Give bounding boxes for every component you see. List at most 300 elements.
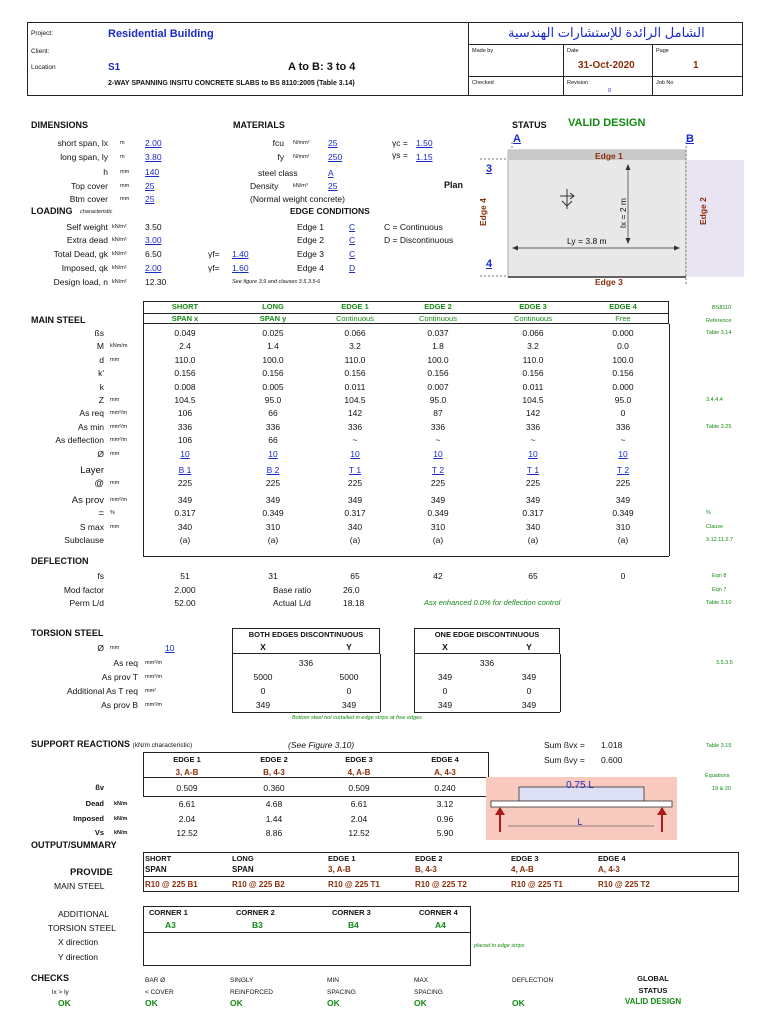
steel-row-unit: mm²/m: [110, 497, 128, 503]
dimension-label: Top cover: [71, 181, 108, 191]
date-value: 31-Oct-2020: [578, 60, 635, 71]
load-unit: kN/m²: [112, 279, 127, 285]
ref-head-top: BS8110: [712, 305, 732, 311]
rule-line: [232, 654, 233, 712]
torsion-cell: 349: [255, 700, 271, 710]
torsion-steel-output-label: TORSION STEEL: [48, 923, 116, 933]
additional-label: ADDITIONAL: [58, 909, 110, 919]
support-cell: 3.12: [436, 799, 454, 809]
steel-cell: 95.0: [264, 395, 282, 405]
provide-label: PROVIDE: [70, 867, 113, 878]
fs-value: 65: [528, 571, 538, 581]
column-head-top: EDGE 3: [519, 302, 547, 311]
torsion-axis-head: Y: [526, 642, 532, 652]
date-label: Date: [567, 48, 579, 54]
torsion-cell: 349: [341, 700, 357, 710]
steel-cell: 104.5: [174, 395, 196, 405]
rule-line: [414, 712, 560, 713]
torsion-axis-head: X: [260, 642, 266, 652]
beam-span-label: L: [577, 817, 583, 827]
steel-row-label: Subclause: [64, 535, 104, 545]
steel-cell: 100.0: [427, 355, 449, 365]
slab-area: [508, 150, 686, 277]
steel-cell-input[interactable]: T 2: [431, 465, 445, 475]
steel-cell-input[interactable]: 10: [433, 449, 443, 459]
torsion-cell: 0: [442, 686, 448, 696]
torsion-cell: 349: [437, 672, 453, 682]
steel-cell: 340: [525, 522, 541, 532]
rule-line: [669, 324, 670, 556]
steel-cell-input[interactable]: T 1: [348, 465, 362, 475]
dimensions-heading: DIMENSIONS: [31, 120, 89, 130]
gamma-f-imposed-input[interactable]: 1.60: [232, 263, 249, 273]
support-cell: 5.90: [436, 828, 454, 838]
torsion-row-unit: mm²: [145, 688, 156, 694]
torsion-both-heading: BOTH EDGES DISCONTINUOUS: [248, 630, 364, 639]
column-head-top: EDGE 1: [341, 302, 369, 311]
load-label: Imposed, qk: [61, 263, 108, 273]
torsion-axis-head: Y: [346, 642, 352, 652]
output-col-location: SPAN: [232, 865, 254, 874]
y-direction-label: Y direction: [58, 952, 99, 962]
beam-load-label: 0.75 L: [566, 780, 594, 791]
support-row-unit: kN/m: [114, 830, 128, 836]
support-row-unit: kN/m: [114, 816, 128, 822]
rule-line: [560, 654, 561, 712]
steel-cell: (a): [349, 535, 361, 545]
rule-line: [143, 324, 144, 556]
steel-cell: 0.008: [174, 382, 196, 392]
steel-cell: 349: [347, 495, 363, 505]
load-value: 12.30: [145, 277, 167, 287]
steel-cell: 0.349: [262, 508, 284, 518]
steel-cell: (a): [179, 535, 191, 545]
edge-condition-select[interactable]: C: [349, 235, 356, 245]
torsion-heading: TORSION STEEL: [31, 628, 104, 638]
project-label: Project:: [31, 30, 54, 37]
actual-ld-label: Actual L/d: [273, 598, 311, 608]
steel-cell: ~: [352, 435, 358, 445]
steel-cell-input[interactable]: 10: [180, 449, 190, 459]
steel-cell: 3.2: [527, 341, 539, 351]
steel-cell: (a): [617, 535, 629, 545]
rule-line: [143, 556, 669, 557]
support-cell: 0.509: [348, 783, 370, 793]
steel-cell: 0.349: [612, 508, 634, 518]
gamma-c-label: γc =: [392, 138, 408, 148]
steel-row-ref: %: [706, 510, 711, 516]
gamma-s-label: γs =: [392, 150, 408, 160]
steel-cell-input[interactable]: T 2: [616, 465, 630, 475]
output-col-head: EDGE 4: [598, 854, 626, 863]
steel-cell-input[interactable]: 10: [350, 449, 360, 459]
output-col-head: EDGE 2: [415, 854, 443, 863]
column-head-bottom: Free: [615, 314, 631, 323]
check-label-top: MIN: [327, 977, 339, 984]
torsion-req-one: 336: [479, 658, 495, 668]
support-cell: 2.04: [178, 814, 196, 824]
dimension-label: long span, ly: [60, 152, 108, 162]
torsion-row-label: Additional As T req: [66, 686, 138, 696]
steel-class-input[interactable]: A: [328, 168, 334, 178]
torsion-dia-input[interactable]: 10: [165, 643, 175, 653]
steel-row-label: k': [98, 368, 104, 378]
gamma-s-input[interactable]: 1.15: [416, 152, 433, 162]
edge-4-strip: [686, 160, 744, 277]
global-label-mid: STATUS: [638, 986, 668, 995]
support-col-location: A, 4-3: [434, 768, 456, 777]
steel-row-unit: mm: [110, 451, 120, 457]
support-cell: 12.52: [348, 828, 370, 838]
output-col-location: A, 4-3: [598, 865, 620, 874]
torsion-cell: 5000: [253, 672, 273, 682]
global-status-value: VALID DESIGN: [624, 997, 682, 1006]
plan-3-label: 3: [486, 163, 493, 175]
load-unit: kN/m²: [112, 265, 127, 271]
edge-strip-note: placed in edge strips: [474, 943, 525, 949]
dimension-input[interactable]: 25: [145, 194, 155, 204]
steel-row-ref: 3.4.4.4: [706, 397, 723, 403]
steel-cell: 0.000: [612, 382, 634, 392]
rule-line: [232, 712, 380, 713]
ly-dimension-label: Ly = 3.8 m: [567, 236, 607, 246]
checked-label: Checked: [472, 80, 494, 86]
fy-input[interactable]: 250: [328, 152, 343, 162]
steel-cell: 0.066: [522, 328, 544, 338]
torsion-row-label: As prov B: [101, 700, 138, 710]
plan-4-label: 4: [486, 258, 493, 270]
output-col-location: 3, A-B: [328, 865, 351, 874]
steel-cell: 310: [615, 522, 631, 532]
fs-value: 31: [268, 571, 278, 581]
torsion-cell: 0: [346, 686, 352, 696]
steel-row-label: As min: [78, 422, 104, 432]
steel-cell: 66: [268, 408, 278, 418]
plan-b-label: B: [686, 133, 694, 145]
support-col-location: 3, A-B: [175, 768, 199, 777]
dimension-label: short span, lx: [57, 138, 108, 148]
steel-class-label: steel class: [258, 168, 298, 178]
job-no-label: Job No: [656, 80, 674, 86]
fs-ref: Eqn 8: [712, 573, 727, 579]
edge-condition-select[interactable]: C: [349, 249, 356, 259]
column-head-bottom: SPAN x: [171, 314, 199, 323]
column-head-top: EDGE 2: [424, 302, 452, 311]
torsion-row-unit: mm²/m: [145, 702, 163, 708]
steel-row-label: M: [96, 341, 104, 351]
corner-label: CORNER 4: [419, 908, 458, 917]
perm-ld-value: 52.00: [174, 598, 196, 608]
steel-cell: 225: [430, 478, 446, 488]
steel-cell: 142: [347, 408, 363, 418]
steel-cell: (a): [527, 535, 539, 545]
support-eqn-ref-top: Equations: [705, 773, 730, 779]
sum-bvy-label: Sum ßvy =: [544, 755, 585, 765]
project-value: Residential Building: [108, 28, 214, 40]
made-by-label: Made by: [472, 48, 494, 54]
steel-row-unit: %: [110, 510, 115, 516]
steel-cell: 225: [347, 478, 363, 488]
steel-row-ref: Clause: [706, 524, 724, 530]
perm-ld-label: Perm L/d: [69, 598, 104, 608]
dimension-unit: mm: [120, 169, 130, 175]
gamma-c-input[interactable]: 1.50: [416, 138, 433, 148]
support-row-label: Dead: [85, 799, 104, 808]
steel-cell: 340: [177, 522, 193, 532]
fs-value: 0: [620, 571, 626, 581]
steel-row-label: Layer: [80, 465, 104, 476]
materials-heading: MATERIALS: [233, 120, 285, 130]
column-head-bottom: Continuous: [419, 314, 457, 323]
output-rebar-callout: R10 @ 225 T2: [598, 880, 650, 889]
steel-row-unit: mm²/m: [110, 410, 128, 416]
global-label-top: GLOBAL: [637, 974, 669, 983]
steel-row-label: S max: [79, 522, 104, 532]
steel-cell: 349: [265, 495, 281, 505]
output-col-head: EDGE 1: [328, 854, 356, 863]
actual-ld-value: 18.18: [343, 598, 365, 608]
check-label-top: lx > ly: [52, 989, 69, 996]
steel-cell: 225: [615, 478, 631, 488]
column-head-top: EDGE 4: [609, 302, 637, 311]
torsion-row-unit: mm²/m: [145, 660, 163, 666]
edge-condition-label: Edge 2: [297, 235, 324, 245]
steel-cell: 349: [615, 495, 631, 505]
steel-cell: 2.4: [179, 341, 191, 351]
density-unit: kN/m³: [293, 183, 308, 189]
load-value: 6.50: [145, 249, 162, 259]
perm-ld-ref: Table 3.10: [706, 600, 732, 606]
column-head-top: SHORT: [171, 302, 199, 311]
steel-cell: 0.025: [262, 328, 284, 338]
check-label-bottom: REINFORCED: [230, 989, 273, 996]
load-unit: kN/m²: [112, 237, 127, 243]
load-label: Self weight: [66, 222, 108, 232]
steel-cell-input[interactable]: B 1: [178, 465, 192, 475]
steel-row-label: Ø: [97, 449, 104, 459]
support-figure-note: (See Figure 3.10): [288, 740, 355, 750]
steel-cell: 110.0: [522, 355, 544, 365]
steel-cell: 142: [525, 408, 541, 418]
checks-heading: CHECKS: [31, 973, 70, 983]
steel-cell: 110.0: [174, 355, 196, 365]
fy-unit: N/mm²: [293, 154, 310, 160]
support-col-head: EDGE 4: [431, 755, 459, 764]
steel-cell: 336: [430, 422, 446, 432]
support-cell: 4.68: [265, 799, 283, 809]
steel-row-label: Z: [98, 395, 104, 405]
steel-cell: 310: [430, 522, 446, 532]
steel-cell: 0.049: [174, 328, 196, 338]
loading-heading: LOADING: [31, 206, 73, 216]
steel-cell: 87: [433, 408, 443, 418]
torsion-req-ref: 3.5.3.5: [716, 660, 733, 666]
torsion-row-label: As prov T: [101, 672, 138, 682]
edge-condition-select[interactable]: C: [349, 222, 356, 232]
gamma-f-dead-label: γf=: [208, 249, 220, 259]
support-col-location: 4, A-B: [347, 768, 371, 777]
output-col-location: 4, A-B: [511, 865, 534, 874]
steel-cell: 0.156: [262, 368, 284, 378]
support-cell: 1.44: [265, 814, 283, 824]
edge-condition-label: Edge 4: [297, 263, 324, 273]
steel-cell-input[interactable]: T 1: [526, 465, 540, 475]
steel-row-label: d: [99, 355, 104, 365]
steel-cell: 0.156: [344, 368, 366, 378]
client-label: Client:: [31, 48, 50, 55]
edge-1-label: Edge 1: [595, 151, 623, 161]
steel-cell-input[interactable]: 10: [618, 449, 628, 459]
edge-2-label: Edge 2: [698, 197, 708, 225]
check-label-top: SINGLY: [230, 977, 254, 984]
check-result: OK: [512, 998, 525, 1008]
load-label: Extra dead: [66, 235, 108, 245]
fcu-unit: N/mm²: [293, 140, 310, 146]
steel-cell: 100.0: [612, 355, 634, 365]
dimension-input[interactable]: 140: [145, 167, 160, 177]
support-cell: 6.61: [178, 799, 196, 809]
steel-row-unit: mm: [110, 480, 120, 486]
load-input[interactable]: 3.00: [145, 235, 162, 245]
location-value: S1: [108, 62, 121, 73]
steel-row-label: ßs: [94, 328, 104, 338]
torsion-cell: 5000: [339, 672, 359, 682]
steel-row-label: @: [94, 478, 104, 489]
steel-cell: 3.2: [349, 341, 361, 351]
steel-cell-input[interactable]: B 2: [266, 465, 280, 475]
span-reference: A to B: 3 to 4: [288, 61, 356, 73]
check-label-top: DEFLECTION: [512, 977, 554, 984]
beam-slab: [491, 801, 672, 807]
fs-value: 65: [350, 571, 360, 581]
steel-cell: ~: [435, 435, 441, 445]
steel-row-unit: mm²/m: [110, 437, 128, 443]
steel-cell: 1.4: [267, 341, 279, 351]
steel-cell: 0.037: [427, 328, 449, 338]
corner-value: B3: [252, 920, 263, 930]
torsion-one-heading: ONE EDGE DISCONTINUOUS: [434, 630, 540, 639]
output-rebar-callout: R10 @ 225 T1: [511, 880, 563, 889]
check-label-bottom: < COVER: [145, 989, 174, 996]
fy-label: fy: [277, 152, 284, 162]
steel-cell: 349: [177, 495, 193, 505]
steel-cell: 95.0: [614, 395, 632, 405]
check-label-top: BAR Ø: [145, 977, 166, 984]
support-cell: 2.04: [350, 814, 368, 824]
fcu-input[interactable]: 25: [328, 138, 338, 148]
dimension-input[interactable]: 2.00: [145, 138, 162, 148]
dimension-label: h: [103, 167, 108, 177]
steel-cell: 0.0: [617, 341, 629, 351]
check-result: OK: [414, 998, 427, 1008]
load-input[interactable]: 2.00: [145, 263, 162, 273]
check-result: OK: [327, 998, 340, 1008]
company-name-arabic: الشامل الرائدة للإستشارات الهندسية: [508, 25, 705, 40]
support-eqn-ref-bottom: 19 & 20: [712, 786, 731, 792]
output-col-head: SHORT: [145, 854, 172, 863]
output-rebar-callout: R10 @ 225 T2: [415, 880, 467, 889]
steel-cell: 310: [265, 522, 281, 532]
steel-cell: 0.317: [174, 508, 196, 518]
check-result: OK: [145, 998, 158, 1008]
check-result: OK: [230, 998, 243, 1008]
dimension-input[interactable]: 25: [145, 181, 155, 191]
gamma-f-dead-input[interactable]: 1.40: [232, 249, 249, 259]
fcu-label: fcu: [272, 138, 284, 148]
torsion-row-unit: mm²/m: [145, 674, 163, 680]
load-label: Design load, n: [53, 277, 108, 287]
steel-cell: 0.317: [344, 508, 366, 518]
steel-row-unit: mm: [110, 524, 120, 530]
edge-condition-select[interactable]: D: [349, 263, 356, 273]
support-cell: 0.240: [434, 783, 456, 793]
steel-cell: 0.156: [612, 368, 634, 378]
support-cell: 6.61: [350, 799, 368, 809]
column-head-bottom: Continuous: [336, 314, 374, 323]
steel-row-label: k: [99, 382, 104, 392]
density-input[interactable]: 25: [328, 181, 338, 191]
support-col-head: EDGE 1: [173, 755, 201, 764]
output-col-location: B, 4-3: [415, 865, 437, 874]
rule-line: [143, 778, 144, 796]
load-label: Total Dead, gk: [53, 249, 108, 259]
dimension-unit: m: [120, 154, 125, 160]
steel-cell-input[interactable]: 10: [268, 449, 278, 459]
steel-cell: 349: [525, 495, 541, 505]
corner-value: A3: [165, 920, 176, 930]
steel-cell-input[interactable]: 10: [528, 449, 538, 459]
steel-cell: 349: [430, 495, 446, 505]
steel-cell: 106: [177, 408, 193, 418]
check-result: OK: [58, 998, 71, 1008]
support-row-label: ßv: [95, 783, 104, 792]
steel-row-label: As deflection: [55, 435, 104, 445]
corner-value: A4: [435, 920, 446, 930]
sum-bvx-value: 1.018: [601, 740, 623, 750]
torsion-cell: 349: [521, 700, 537, 710]
support-col-head: EDGE 3: [345, 755, 373, 764]
deflection-heading: DEFLECTION: [31, 556, 89, 566]
edge-4-label: Edge 4: [478, 198, 488, 226]
steel-row-label: As prov: [71, 495, 104, 506]
steel-cell: 100.0: [262, 355, 284, 365]
support-col-head: EDGE 2: [260, 755, 288, 764]
column-head-top: LONG: [262, 302, 284, 311]
output-rebar-callout: R10 @ 225 B2: [232, 880, 285, 889]
steel-cell: 340: [347, 522, 363, 532]
plan-a-label: A: [513, 133, 521, 145]
column-head-bottom: Continuous: [514, 314, 552, 323]
dimension-unit: mm: [120, 196, 130, 202]
torsion-cell: 349: [521, 672, 537, 682]
steel-cell: 225: [177, 478, 193, 488]
load-unit: kN/m²: [112, 251, 127, 257]
dimension-unit: mm: [120, 183, 130, 189]
column-head-bottom: SPAN y: [259, 314, 287, 323]
dimension-unit: m: [120, 140, 125, 146]
edge-condition-label: Edge 1: [297, 222, 324, 232]
steel-cell: 336: [177, 422, 193, 432]
steel-cell: ~: [620, 435, 626, 445]
steel-cell: 1.8: [432, 341, 444, 351]
dimension-input[interactable]: 3.80: [145, 152, 162, 162]
mod-factor-ref: Eqn 7: [712, 587, 727, 593]
steel-row-unit: mm: [110, 357, 120, 363]
corner-label: CORNER 1: [149, 908, 188, 917]
support-cell: 12.52: [176, 828, 198, 838]
torsion-dia-label: Ø: [97, 643, 104, 653]
output-col-location: SPAN: [145, 865, 167, 874]
